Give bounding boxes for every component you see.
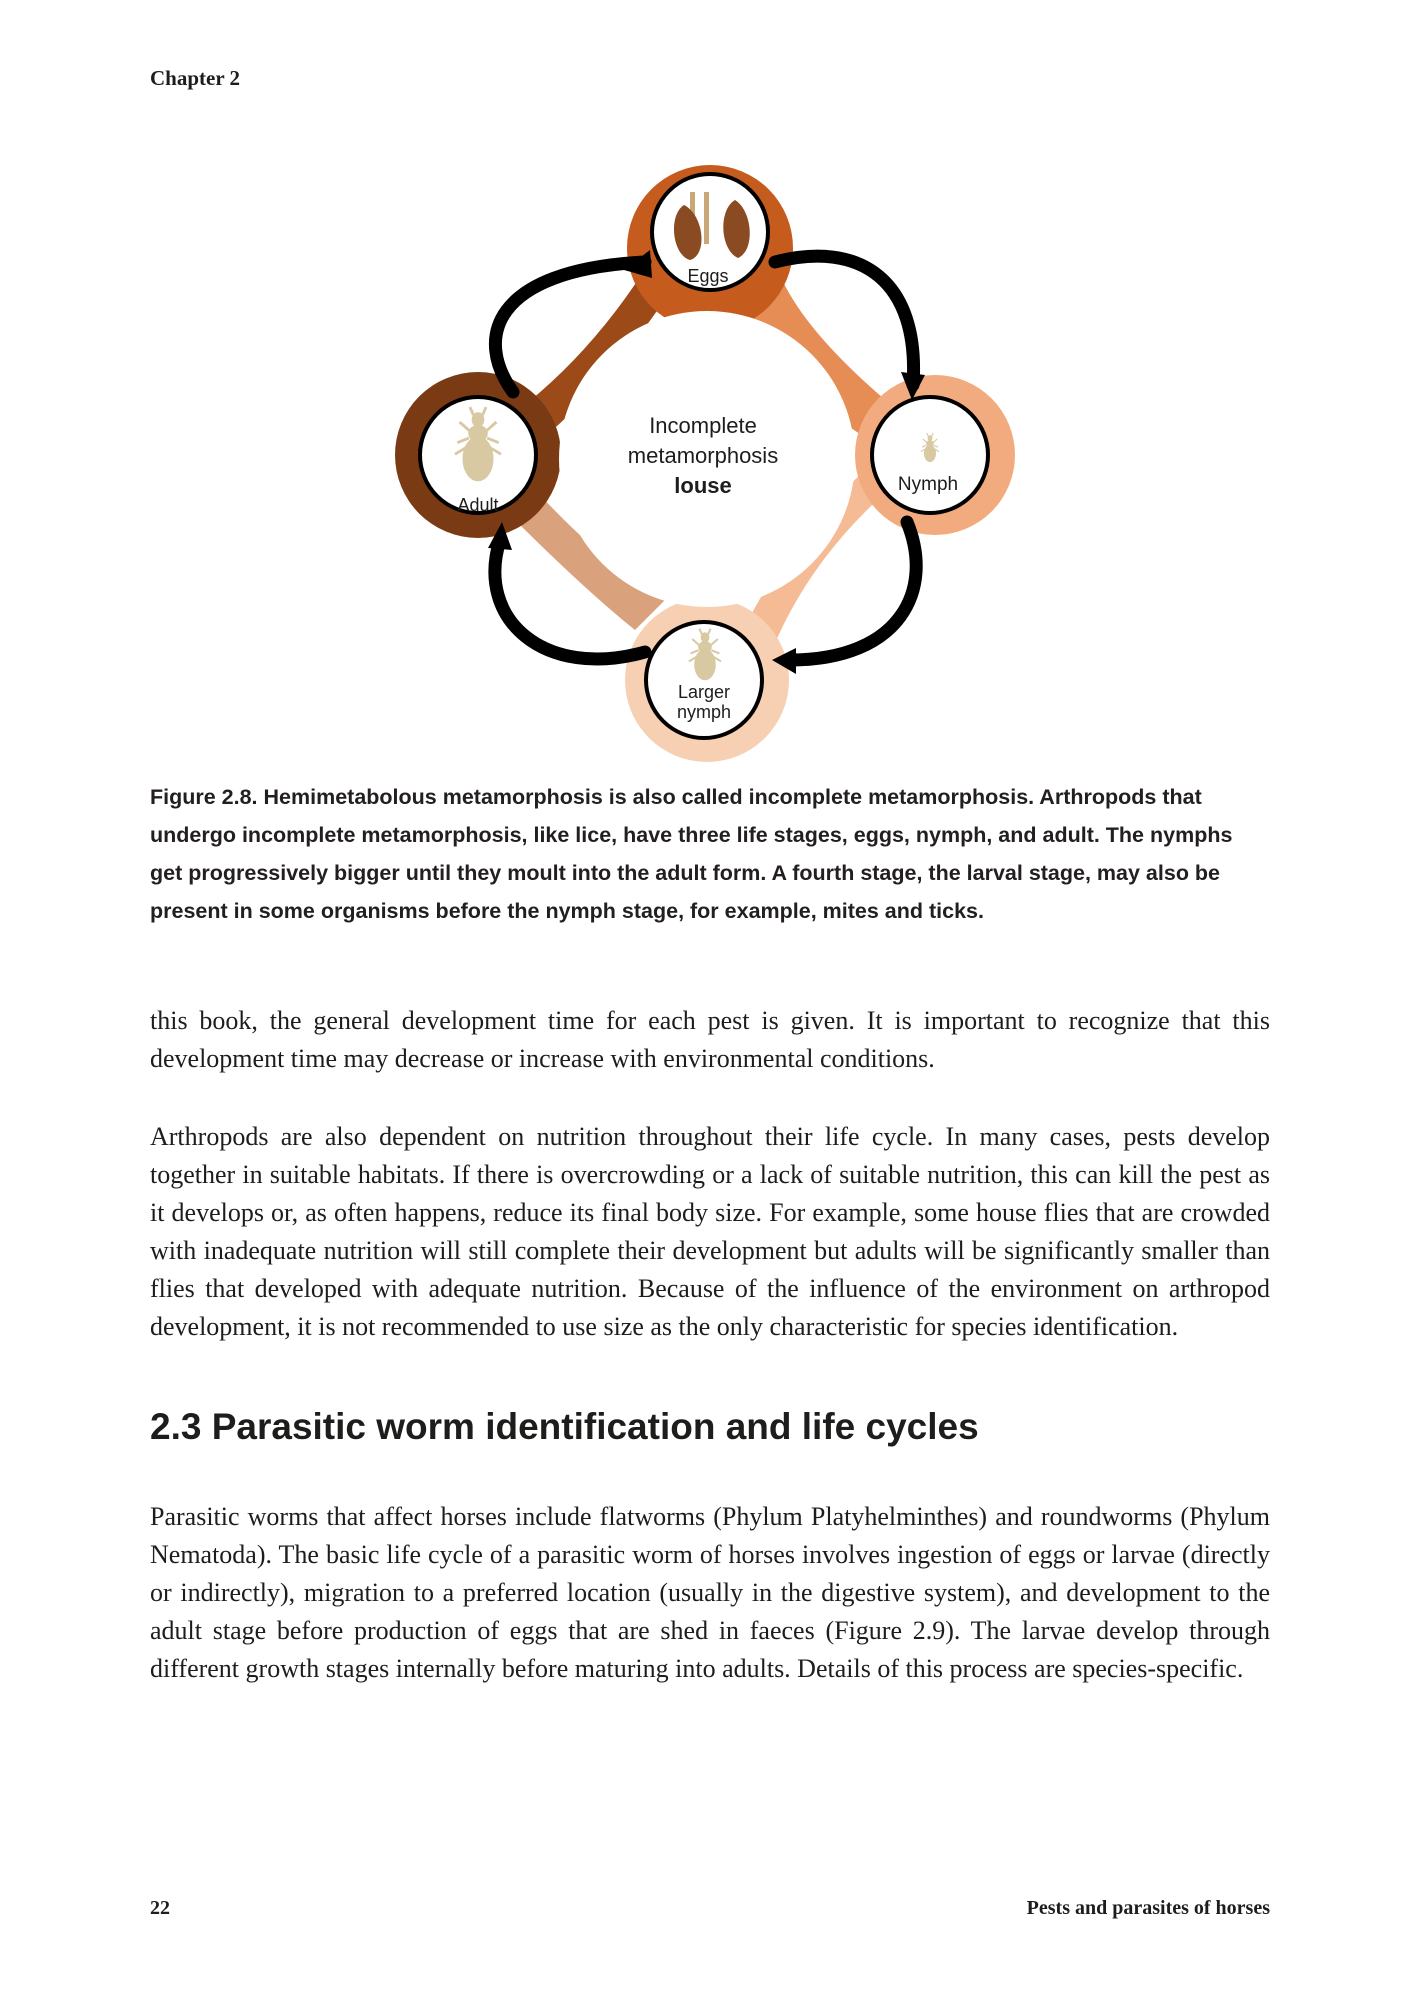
running-head: Chapter 2 xyxy=(150,66,241,90)
figure-caption: Figure 2.8. Hemimetabolous metamorphosis is also called incomplete metamorphosis. Arthropods that undergo incomplete metamorphosis, like lice, have three life stages, eggs, nymph, and adult. The nymphs get progressively bigger until they moult into the adult form. A fourth stage, the larval stage, may also be present in some organisms before the nymph stage, for example, mites and ticks. xyxy=(150,785,1233,923)
label-larger-nymph-line1: Larger xyxy=(677,682,731,702)
paragraph-parasitic-worms: Parasitic worms that affect horses include flatworms (Phylum Platyhelminthes) and roundworms (Phylum Nematoda). The basic life cycle of a parasitic worm of horses involves ingestion of eggs or larvae (directly or indirectly), migration to a preferred location (usually in the digestive system), and development to the adult stage before production of eggs that are shed in faeces (Figure 2.9). The larvae develop through different growth stages internally before maturing into adults. Details of this process are species-specific. xyxy=(150,1502,1270,1683)
page-number: 22 xyxy=(150,1897,170,1919)
paragraph-nutrition: Arthropods are also dependent on nutrition throughout their life cycle. In many cases, pests develop together in suitable habitats. If there is overcrowding or a lack of suitable nutrition, this can kill the pest as it develops or, as often happens, reduce its final body size. For example, some house flies that are crowded with inadequate nutrition will still complete their development but adults will be significantly smaller than flies that developed with adequate nutrition. Because of the influence of the environment on arthropod development, it is not recommended to use size as the only characteristic for species identification. xyxy=(150,1122,1270,1341)
life-cycle-diagram xyxy=(0,0,1413,780)
stage-eggs xyxy=(652,174,768,290)
label-nymph: Nymph xyxy=(897,474,959,495)
life-cycle-figure xyxy=(0,0,1413,780)
stage-nymph xyxy=(872,397,988,513)
section-heading: 2.3 Parasitic worm identification and life cycles xyxy=(150,1406,979,1447)
paragraph-development-time: this book, the general development time for each pest is given. It is important to recognize that this development time may decrease or increase with environmental conditions. xyxy=(150,1006,1270,1073)
label-larger-nymph-line2: nymph xyxy=(676,702,732,722)
stage-larger-nymph xyxy=(646,622,762,738)
label-adult: Adult xyxy=(457,495,499,515)
center-text-line1: Incomplete xyxy=(649,413,757,438)
label-eggs: Eggs xyxy=(687,266,729,286)
center-text-line3: louse xyxy=(674,473,732,498)
stage-adult xyxy=(420,397,536,515)
center-text-line2: metamorphosis xyxy=(627,443,779,468)
book-title: Pests and parasites of horses xyxy=(1026,1897,1270,1919)
